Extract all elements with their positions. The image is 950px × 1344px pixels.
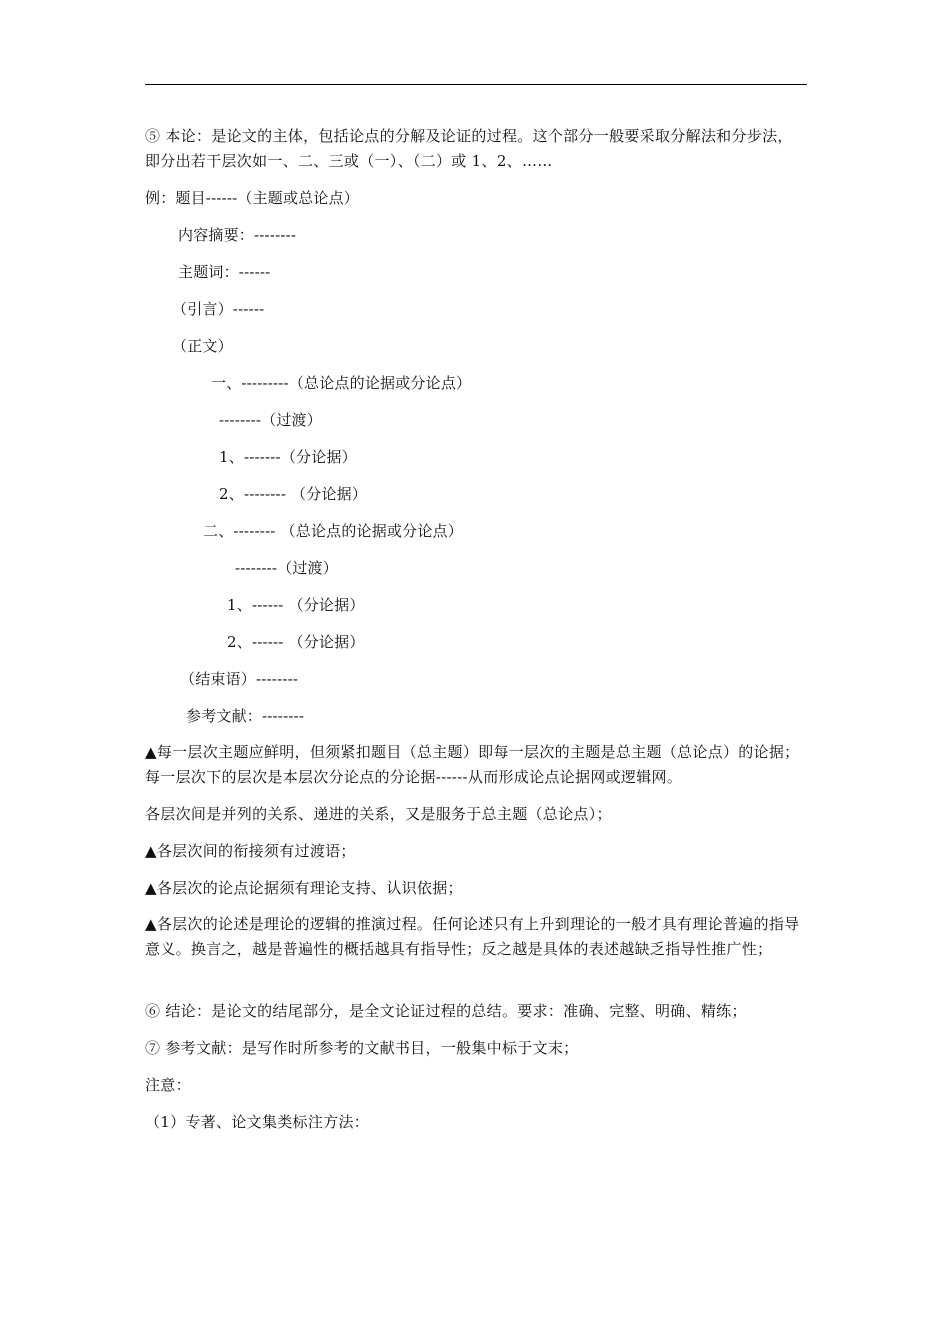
paragraph-conclusion: ⑥ 结论：是论文的结尾部分，是全文论证过程的总结。要求：准确、完整、明确、精练；: [145, 1002, 747, 1020]
header-rule: [145, 84, 807, 85]
outline-section-2-transition: --------（过渡）: [235, 559, 338, 577]
outline-bibliography: 参考文献：--------: [186, 707, 305, 725]
outline-section-1: 一、---------（总论点的论据或分论点）: [211, 374, 472, 392]
paragraph-note-heading: 注意：: [145, 1076, 191, 1094]
paragraph-main-body: ⑤ 本论：是论文的主体，包括论点的分解及论证的过程。这个部分一般要采取分解法和分步法，即分出若干层次如一、二、三或（一）、（二）或 1、2、……: [145, 127, 793, 170]
paragraph-principle-1: ▲每一层次主题应鲜明，但须紧扣题目（总主题）即每一层次的主题是总主题（总论点）的论据；每一层次下的层次是本层次分论点的分论据------从而形成论点论据网或逻辑网。: [145, 743, 800, 786]
outline-closing: （结束语）--------: [180, 670, 299, 688]
outline-section-1-transition: --------（过渡）: [219, 411, 322, 429]
outline-title: 例：题目------（主题或总论点）: [145, 189, 360, 207]
outline-keywords: 主题词：------: [178, 263, 271, 281]
paragraph-note-item-1: （1）专著、论文集类标注方法：: [145, 1113, 370, 1131]
outline-body: （正文）: [172, 337, 233, 355]
outline-section-1-item-1: 1、-------（分论据）: [219, 448, 357, 466]
paragraph-principle-4: ▲各层次的论点论据须有理论支持、认识依据；: [145, 879, 463, 897]
outline-section-2-item-2: 2、------ （分论据）: [227, 633, 365, 651]
outline-intro: （引言）------: [172, 300, 265, 318]
outline-abstract: 内容摘要：--------: [178, 226, 297, 244]
paragraph-principle-5: ▲各层次的论述是理论的逻辑的推演过程。任何论述只有上升到理论的一般才具有理论普遍的指导意义。换言之，越是普遍性的概括越具有指导性；反之越是具体的表述越缺乏指导性推广性；: [145, 915, 800, 958]
outline-section-2-item-1: 1、------ （分论据）: [227, 596, 365, 614]
paragraph-principle-2: 各层次间是并列的关系、递进的关系，又是服务于总主题（总论点）；: [145, 805, 612, 823]
paragraph-principle-3: ▲各层次间的衔接须有过渡语；: [145, 842, 356, 860]
outline-section-1-item-2: 2、-------- （分论据）: [219, 485, 368, 503]
paragraph-references: ⑦ 参考文献：是写作时所参考的文献书目，一般集中标于文末；: [145, 1039, 579, 1057]
outline-section-2: 二、-------- （总论点的论据或分论点）: [203, 522, 463, 540]
